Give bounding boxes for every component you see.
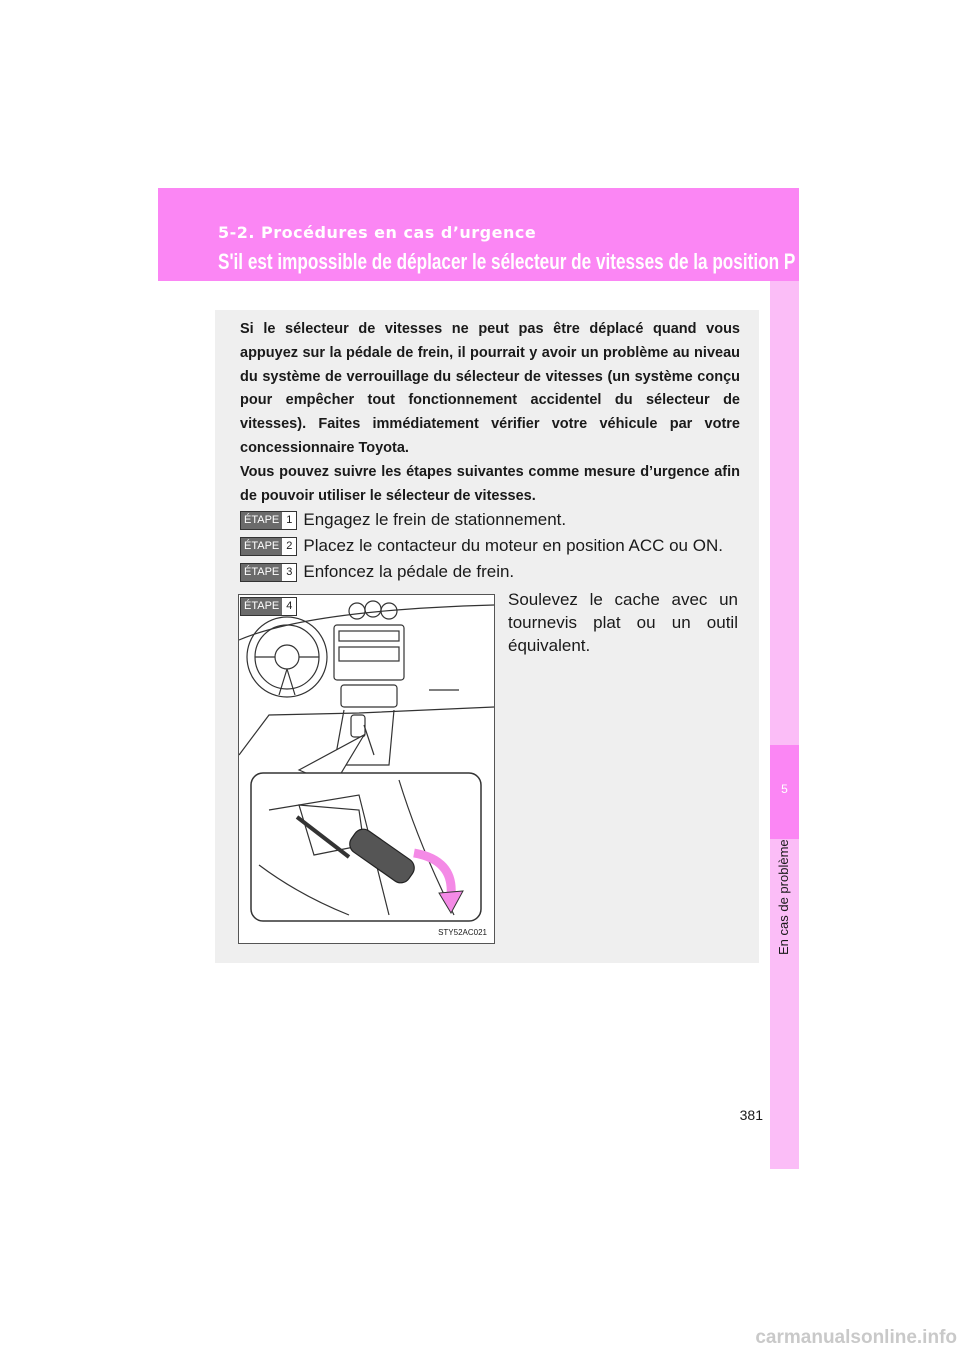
step-2 <box>240 536 723 556</box>
illustration <box>238 594 495 944</box>
section-label: 5-2. Procédures en cas d’urgence <box>218 223 537 242</box>
figure-code: STY52AC021 <box>438 928 487 937</box>
step-4-badge <box>240 596 303 616</box>
page-title: S'il est impossible de déplacer le sélecteur de vitesses de la position P <box>218 249 796 274</box>
page-number: 381 <box>739 1107 763 1123</box>
step-text: Enfoncez la pédale de frein. <box>303 562 515 581</box>
step-badge: ÉTAPE 1 <box>240 511 297 530</box>
dashboard-illustration <box>239 595 494 943</box>
step-badge: ÉTAPE 3 <box>240 563 297 582</box>
chapter-title: En cas de problème <box>776 839 791 955</box>
step-text: Engagez le frein de stationnement. <box>303 510 567 529</box>
step-badge: ÉTAPE 2 <box>240 537 297 556</box>
step-badge: ÉTAPE 4 <box>240 597 297 616</box>
step-1 <box>240 510 566 530</box>
step-3 <box>240 562 514 582</box>
step-text: Placez le contacteur du moteur en position ACC ou ON. <box>303 536 723 555</box>
chapter-number: 5 <box>781 782 788 796</box>
intro-paragraph: Si le sélecteur de vitesses ne peut pas être déplacé quand vous appuyez sur la pédale de frein, il pourrait y avoir un problème au niveau du système de verrouillage du sélecteur de vitesses (un système conçu pour empêcher tout fonctionnement accidentel du sélecteur de vitesses). Faites immédiatement vérifier votre véhicule par votre concessionnaire Toyota. <box>240 321 740 456</box>
intro-paragraph: Vous pouvez suivre les étapes suivantes comme mesure d’urgence afin de pouvoir utiliser le sélecteur de vitesses. <box>240 463 740 504</box>
step-4-text: Soulevez le cache avec un tournevis plat ou un outil équivalent. <box>508 590 738 655</box>
side-tab <box>770 281 799 1169</box>
intro-text <box>240 318 740 508</box>
watermark: carmanualsonline.info <box>755 1327 957 1348</box>
